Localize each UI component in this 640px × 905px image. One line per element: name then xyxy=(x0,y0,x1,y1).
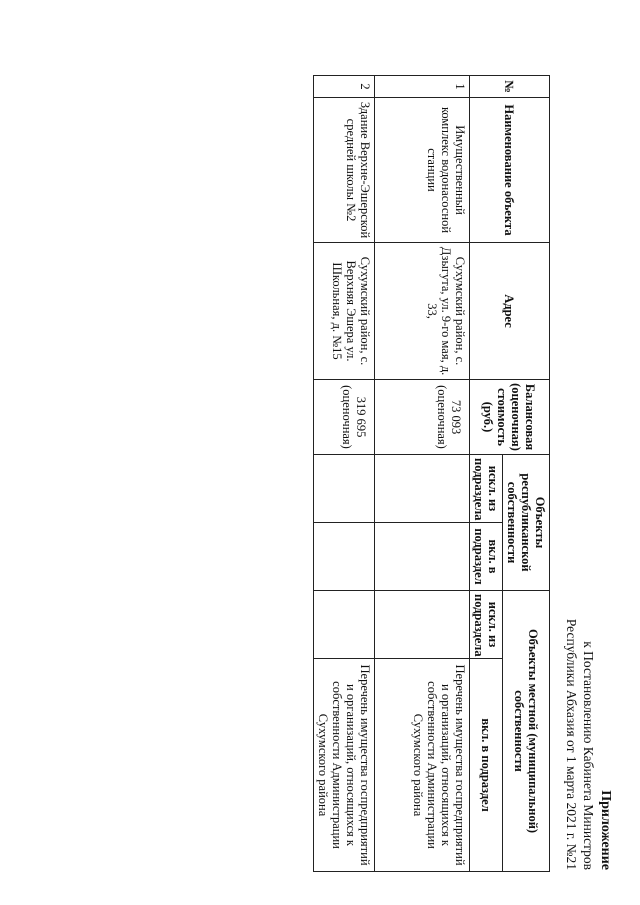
row-value-amount: 319 695 xyxy=(354,396,368,438)
row-value xyxy=(314,380,375,455)
table-header-row-1 xyxy=(503,76,550,872)
header-municipal-group: Объекты местной (муниципальной) собственности xyxy=(503,591,550,872)
header-address: Адрес xyxy=(470,243,550,380)
row-address: Сухумский район, с. Дзыгута, ул. 9-го мая, д. 33, xyxy=(375,243,470,380)
appendix-header xyxy=(563,619,614,870)
row-mun-excl xyxy=(314,591,375,659)
row-rep-incl xyxy=(375,523,470,591)
row-rep-incl xyxy=(314,523,375,591)
row-value-note: (оценочная) xyxy=(340,385,354,449)
row-no: 1 xyxy=(375,76,470,98)
row-name: Здание Верхне-Эшерской средней школы №2 xyxy=(314,98,375,243)
header-value: Балансовая (оценочная) стоимость (руб.) xyxy=(470,380,550,455)
appendix-line-2: Республики Абхазия от 1 марта 2021 г. №21 xyxy=(564,618,579,870)
table-row xyxy=(375,76,470,872)
row-value xyxy=(375,380,470,455)
header-rep-excl: искл. из подраздела xyxy=(470,455,503,523)
row-mun-incl: Перечень имущества госпредприятий и организаций, относящихся к собственности Администрации Сухумского района xyxy=(375,659,470,872)
header-name: Наименование объекта xyxy=(470,98,550,243)
header-mun-excl: искл. из подраздела xyxy=(470,591,503,659)
header-mun-incl: вкл. в подраздел xyxy=(470,659,503,872)
header-no: № xyxy=(470,76,550,98)
header-republic-group: Объекты республиканской собственности xyxy=(503,455,550,591)
row-mun-incl: Перечень имущества госпредприятий и организаций, относящихся к собственности Администрации Сухумского района xyxy=(314,659,375,872)
property-table xyxy=(313,75,550,872)
table-row xyxy=(314,76,375,872)
row-value-note: (оценочная) xyxy=(435,385,449,449)
row-mun-excl xyxy=(375,591,470,659)
row-name: Имущественный комплекс водонасосной станции xyxy=(375,98,470,243)
row-address: Сухумский район, с. Верхняя Эшера ул. Школьная, д. №15 xyxy=(314,243,375,380)
row-rep-excl xyxy=(314,455,375,523)
row-value-amount: 73 093 xyxy=(449,399,463,435)
appendix-title: Приложение xyxy=(598,790,613,870)
appendix-line-1: к Постановлению Кабинета Министров xyxy=(581,641,596,870)
row-no: 2 xyxy=(314,76,375,98)
header-rep-incl: вкл. в подраздел xyxy=(470,523,503,591)
row-rep-excl xyxy=(375,455,470,523)
